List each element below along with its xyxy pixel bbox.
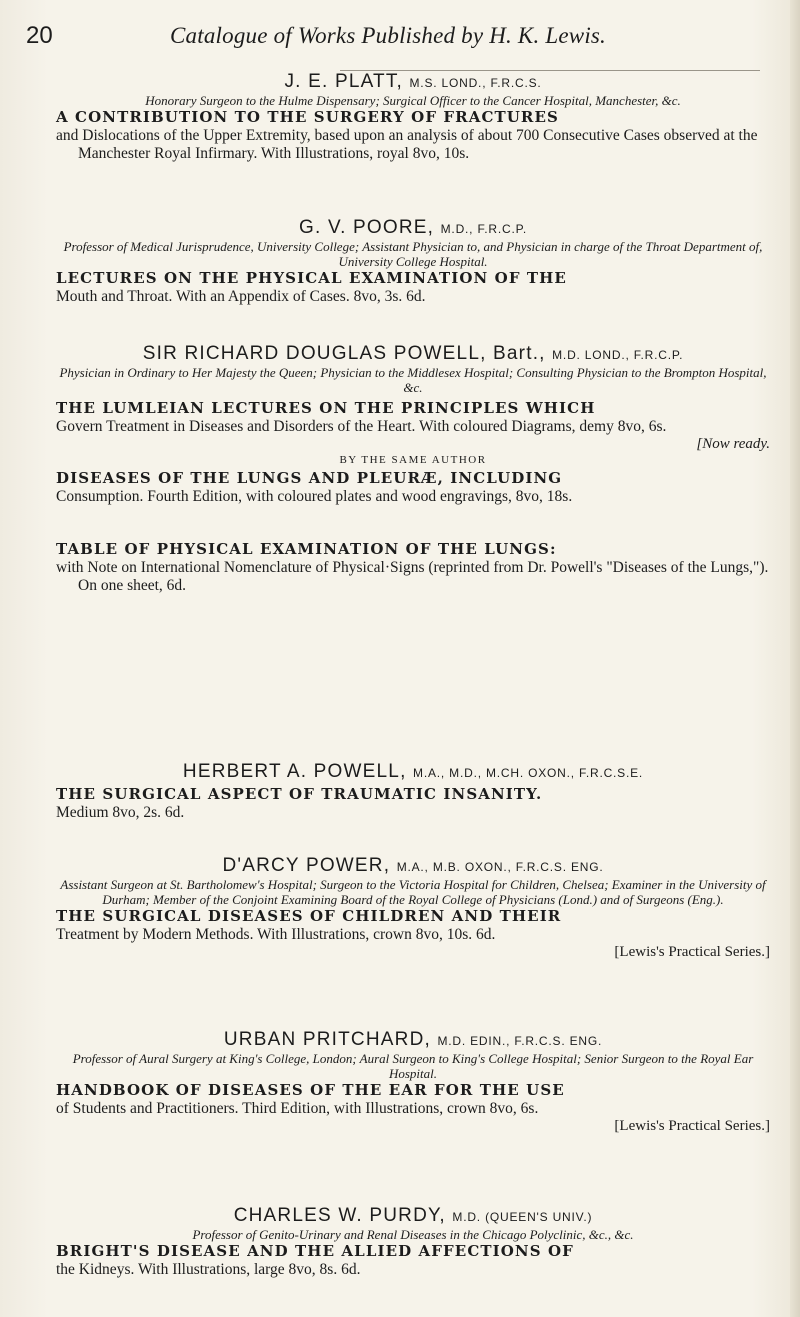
catalogue-entry bbox=[56, 344, 770, 595]
author-name: J. E. PLATT, bbox=[284, 71, 404, 92]
author-line bbox=[56, 72, 770, 93]
author-role: Professor of Genito-Urinary and Renal Diseases in the Chicago Polyclinic, &c., &c. bbox=[192, 1227, 634, 1242]
by-same-author-label: BY THE SAME AUTHOR bbox=[339, 454, 487, 466]
author-qualifications: M.D. LOND., F.R.C.P. bbox=[552, 348, 684, 362]
author-qualifications: M.D., F.R.C.P. bbox=[440, 222, 527, 236]
author-role: Professor of Aural Surgery at King's College, London; Aural Surgeon to King's College Hospital; Senior Surgeon to the Royal Ear Hospital. bbox=[72, 1051, 754, 1081]
page-number: 20 bbox=[26, 22, 53, 49]
author-qualifications: M.D. (QUEEN'S UNIV.) bbox=[452, 1210, 593, 1224]
series-note: [Lewis's Practical Series.] bbox=[614, 1118, 770, 1134]
work-item bbox=[56, 399, 770, 453]
author-qualifications: M.S. LOND., F.R.C.S. bbox=[409, 76, 542, 90]
work-item bbox=[56, 469, 770, 506]
author-line bbox=[56, 762, 770, 783]
work-description: Consumption. Fourth Edition, with coloured plates and wood engravings, 8vo, 18s. bbox=[56, 488, 573, 505]
work-description: and Dislocations of the Upper Extremity, based upon an analysis of about 700 Consecutive Cases observed at the Manchester Royal Infirmary. With Illustrations, royal 8vo, 10s. bbox=[56, 127, 758, 162]
work-description: of Students and Practitioners. Third Edition, with Illustrations, crown 8vo, 6s. bbox=[56, 1100, 539, 1117]
author-role: Honorary Surgeon to the Hulme Dispensary; Surgical Officer to the Cancer Hospital, Manchester, &c. bbox=[145, 93, 681, 108]
work-title: DISEASES OF THE LUNGS AND PLEURÆ, INCLUDING bbox=[56, 469, 563, 487]
work-description: Govern Treatment in Diseases and Disorders of the Heart. With coloured Diagrams, demy 8vo, 6s. bbox=[56, 418, 667, 435]
author-role: Professor of Medical Jurisprudence, University College; Assistant Physician to, and Physician in charge of the Throat Department of, University College Hospital. bbox=[63, 239, 763, 269]
author-name: CHARLES W. PURDY, bbox=[233, 1205, 446, 1226]
work-title: LECTURES ON THE PHYSICAL EXAMINATION OF THE bbox=[56, 269, 567, 287]
catalogue-entry bbox=[56, 1030, 770, 1135]
author-line bbox=[56, 1206, 770, 1227]
page-edge bbox=[790, 0, 800, 1317]
author-name: HERBERT A. POWELL, bbox=[182, 761, 407, 782]
work-item bbox=[56, 785, 770, 822]
author-role: Physician in Ordinary to Her Majesty the Queen; Physician to the Middlesex Hospital; Consulting Physician to the Brompton Hospital, &c. bbox=[59, 365, 767, 395]
series-note: [Lewis's Practical Series.] bbox=[614, 944, 770, 960]
catalogue-entry bbox=[56, 72, 770, 163]
author-line bbox=[56, 344, 770, 365]
work-item bbox=[56, 108, 770, 163]
author-name: G. V. POORE, bbox=[299, 217, 435, 238]
work-item bbox=[56, 540, 770, 595]
page-header bbox=[26, 22, 772, 62]
work-title: THE SURGICAL ASPECT OF TRAUMATIC INSANITY. bbox=[56, 785, 543, 803]
author-line bbox=[56, 218, 770, 239]
author-name: SIR RICHARD DOUGLAS POWELL, Bart., bbox=[142, 343, 546, 364]
catalogue-entry bbox=[56, 762, 770, 822]
author-qualifications: M.A., M.D., M.CH. OXON., F.R.C.S.E. bbox=[413, 766, 644, 780]
author-name: URBAN PRITCHARD, bbox=[223, 1029, 431, 1050]
work-title: THE LUMLEIAN LECTURES ON THE PRINCIPLES WHICH bbox=[56, 399, 596, 417]
work-title: HANDBOOK OF DISEASES OF THE EAR FOR THE USE bbox=[56, 1081, 565, 1099]
catalogue-entry bbox=[56, 1206, 770, 1279]
running-title: Catalogue of Works Published by H. K. Lewis. bbox=[170, 23, 607, 48]
author-line bbox=[56, 1030, 770, 1051]
work-description: Mouth and Throat. With an Appendix of Cases. 8vo, 3s. 6d. bbox=[56, 288, 426, 305]
work-description: the Kidneys. With Illustrations, large 8vo, 8s. 6d. bbox=[56, 1261, 361, 1278]
work-item bbox=[56, 269, 770, 306]
catalogue-entry bbox=[56, 218, 770, 306]
author-qualifications: M.D. EDIN., F.R.C.S. ENG. bbox=[437, 1034, 603, 1048]
work-item bbox=[56, 1081, 770, 1135]
catalogue-entry bbox=[56, 856, 770, 961]
work-description: Medium 8vo, 2s. 6d. bbox=[56, 804, 185, 821]
author-line bbox=[56, 856, 770, 877]
work-title: BRIGHT'S DISEASE AND THE ALLIED AFFECTIONS OF bbox=[56, 1242, 574, 1260]
author-name: D'ARCY POWER, bbox=[222, 855, 391, 876]
author-qualifications: M.A., M.B. OXON., F.R.C.S. ENG. bbox=[396, 860, 604, 874]
work-item bbox=[56, 1242, 770, 1279]
publication-note: [Now ready. bbox=[696, 436, 770, 452]
work-title: THE SURGICAL DISEASES OF CHILDREN AND THEIR bbox=[56, 907, 562, 925]
work-description: Treatment by Modern Methods. With Illustrations, crown 8vo, 10s. 6d. bbox=[56, 926, 496, 943]
work-title: TABLE OF PHYSICAL EXAMINATION OF THE LUNGS: bbox=[56, 540, 557, 558]
work-item bbox=[56, 907, 770, 961]
author-role: Assistant Surgeon at St. Bartholomew's Hospital; Surgeon to the Victoria Hospital for Children, Chelsea; Examiner in the University of Durham; Member of the Conjoint Examining Board of the Royal College of Physicians (Lond.) and of Surgeons (Eng.). bbox=[60, 877, 766, 907]
work-title: A CONTRIBUTION TO THE SURGERY OF FRACTURES bbox=[56, 108, 559, 126]
work-description: with Note on International Nomenclature of Physical·Signs (reprinted from Dr. Powell's "Diseases of the Lungs,"). On one sheet, 6d. bbox=[56, 559, 769, 594]
